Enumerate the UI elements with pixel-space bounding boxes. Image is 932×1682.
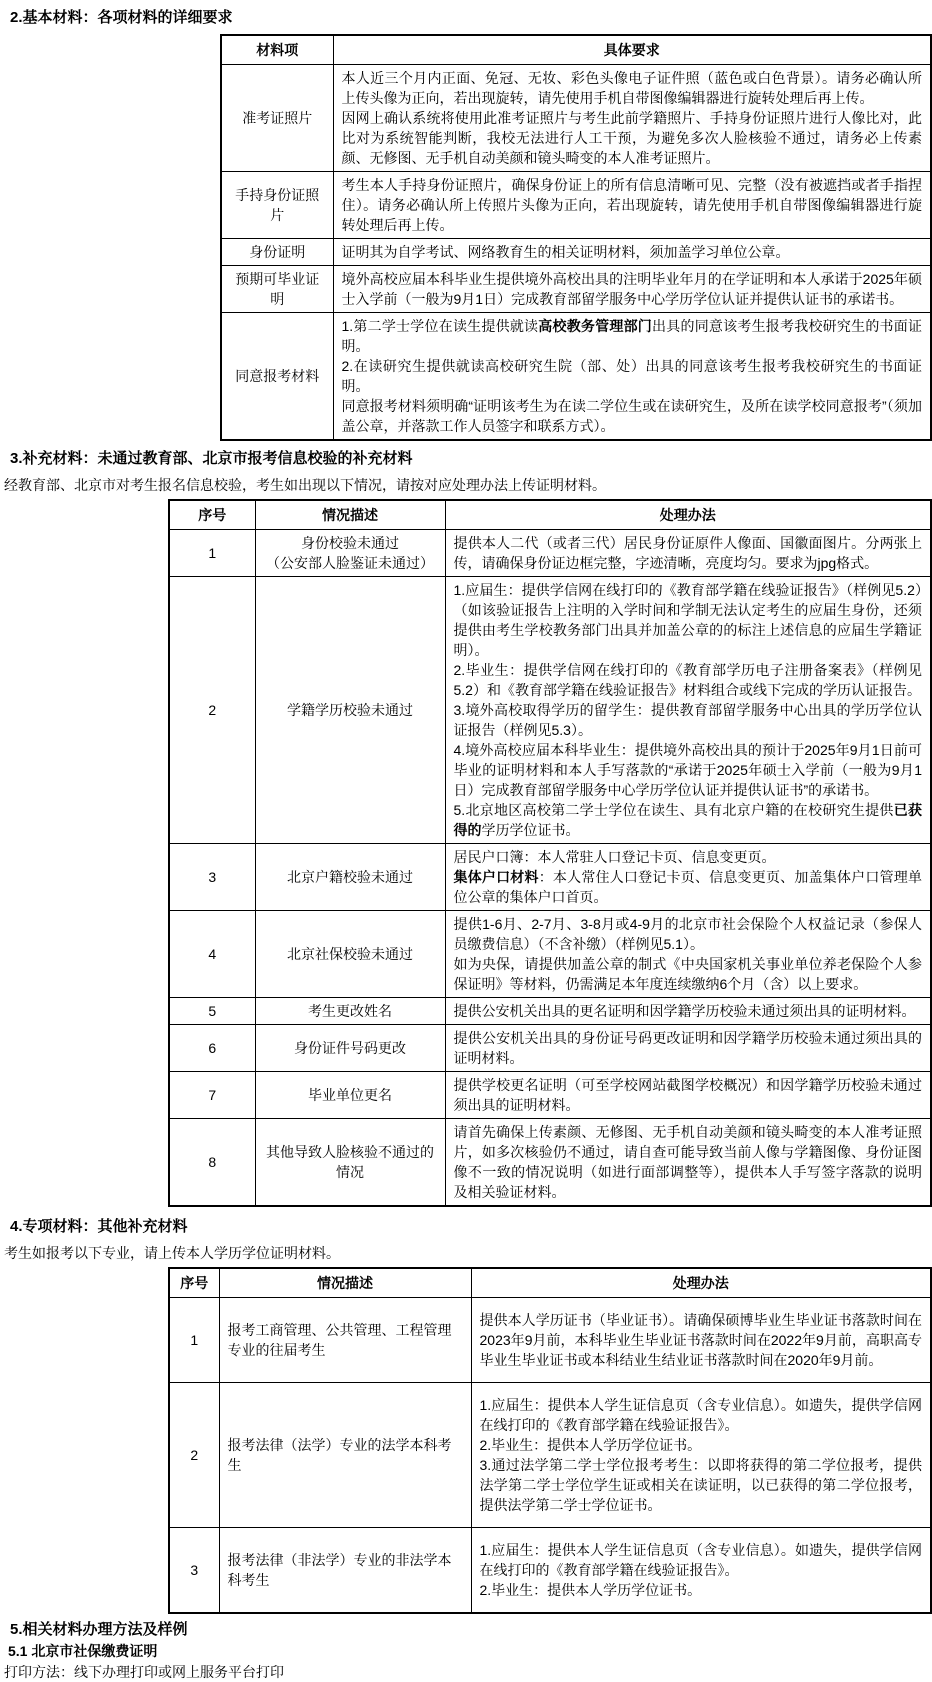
table-row [169, 1383, 931, 1528]
handling-method: 提供公安机关出具的身份证号码更改证明和因学籍学历校验未通过须出具的证明材料。 [445, 1025, 931, 1072]
handling-method: 提供本人学历证书（毕业证书）。请确保硕博毕业生毕业证书落款时间在2023年9月前，本科毕业生毕业证书落款时间在2022年9月前，高职高专毕业生毕业证书或本科结业生结业证书落款时间在2020年9月前。 [471, 1298, 931, 1383]
serial-number: 4 [169, 911, 255, 998]
material-label: 预期可毕业证明 [221, 266, 333, 313]
column-header-material-item: 材料项 [221, 35, 333, 65]
column-header-serial: 序号 [169, 500, 255, 530]
column-header-situation: 情况描述 [255, 500, 445, 530]
section2-title: 2.基本材料：各项材料的详细要求 [10, 9, 233, 26]
serial-number: 3 [169, 844, 255, 911]
table-row [169, 1119, 931, 1207]
column-header-handling: 处理办法 [445, 500, 931, 530]
material-label: 身份证明 [221, 239, 333, 266]
table-row [169, 1528, 931, 1614]
table-row [169, 911, 931, 998]
serial-number: 6 [169, 1025, 255, 1072]
column-header-serial: 序号 [169, 1268, 219, 1298]
situation-desc: 报考法律（非法学）专业的非法学本科考生 [219, 1528, 471, 1614]
supplementary-materials-table [168, 499, 932, 1207]
column-header-requirements: 具体要求 [333, 35, 931, 65]
table-row [169, 577, 931, 844]
serial-number: 8 [169, 1119, 255, 1207]
table-row [221, 239, 931, 266]
special-materials-table [168, 1267, 932, 1614]
handling-method: 1.应届生：提供学信网在线打印的《教育部学籍在线验证报告》（样例见5.2）（如该验证报告上注明的入学时间和学制无法认定考生的应届生身份，还须提供由考生学校教务部门出具并加盖公章的的标注上述信息的应届生学籍证明）。 2.毕业生：提供学信网在线打印的《教育部学历电子注册备案表》（样例见5.2）和《教育部学籍在线验证报告》材料组合或线下完成的学历认证报告。 3.境外高校取得学历的留学生：提供教育部留学服务中心出具的学历学位认证报告（样例见5.3）。 4.境外高校应届本科毕业生：提供境外高校出具的预计于2025年9月1日前可毕业的证明材料和本人手写落款的“承诺于2025年硕士入学前（一般为9月1日）完成教育部留学服务中心学历学位认证并提供认证书”的承诺书。 5.北京地区高校第二学士学位在读生、具有北京户籍的在校研究生提供已获得的学历学位证书。 [445, 577, 931, 844]
material-requirement: 本人近三个月内正面、免冠、无妆、彩色头像电子证件照（蓝色或白色背景）。请务必确认所上传头像为正向，若出现旋转，请先使用手机自带图像编辑器进行旋转处理后再上传。 因网上确认系统将使用此准考证照片与考生此前学籍照片、手持身份证照片进行人像比对，此比对为系统智能判断，我校无法进行人工干预，为避免多次人脸核验不通过，请务必上传素颜、无修图、无手机自动美颜和镜头畸变的本人准考证照片。 [333, 65, 931, 172]
table-row [169, 1072, 931, 1119]
material-requirement: 证明其为自学考试、网络教育生的相关证明材料，须加盖学习单位公章。 [333, 239, 931, 266]
material-label: 准考证照片 [221, 65, 333, 172]
handling-method: 提供公安机关出具的更名证明和因学籍学历校验未通过须出具的证明材料。 [445, 998, 931, 1025]
print-method-line: 打印方法：线下办理打印或网上服务平台打印 [4, 1664, 284, 1680]
table-row [169, 1298, 931, 1383]
situation-desc: 北京社保校验未通过 [255, 911, 445, 998]
handling-method: 提供1-6月、2-7月、3-8月或4-9月的北京市社会保险个人权益记录（参保人员缴费信息）（不含补缴）（样例见5.1）。 如为央保，请提供加盖公章的制式《中央国家机关事业单位养老保险个人参保证明》等材料，仍需满足本年度连续缴纳6个月（含）以上要求。 [445, 911, 931, 998]
handling-method: 1.应届生：提供本人学生证信息页（含专业信息）。如遗失，提供学信网在线打印的《教育部学籍在线验证报告》。 2.毕业生：提供本人学历学位证书。 3.通过法学第二学士学位报考考生：以即将获得的第二学位报考，提供法学第二学士学位学生证或相关在读证明，以已获得的第二学位报考，提供法学第二学士学位证书。 [471, 1383, 931, 1528]
material-label: 手持身份证照片 [221, 172, 333, 239]
section3-intro: 经教育部、北京市对考生报名信息校验，考生如出现以下情况，请按对应处理办法上传证明材料。 [4, 477, 606, 493]
basic-materials-table [220, 34, 932, 441]
serial-number: 1 [169, 530, 255, 577]
situation-desc: 报考工商管理、公共管理、工程管理专业的往届考生 [219, 1298, 471, 1383]
table-row [221, 313, 931, 441]
handling-method: 请首先确保上传素颜、无修图、无手机自动美颜和镜头畸变的本人准考证照片，如多次核验仍不通过，请自查可能导致当前人像与学籍图像、身份证图像不一致的情况说明（如进行面部调整等），提供本人手写签字落款的说明及相关验证材料。 [445, 1119, 931, 1207]
section4-intro: 考生如报考以下专业，请上传本人学历学位证明材料。 [4, 1245, 340, 1261]
table-row [169, 1025, 931, 1072]
table-header-row [221, 35, 931, 65]
table-row [169, 998, 931, 1025]
table-header-row [169, 500, 931, 530]
situation-desc: 身份证件号码更改 [255, 1025, 445, 1072]
section3-title: 3.补充材料：未通过教育部、北京市报考信息校验的补充材料 [10, 450, 413, 467]
material-label: 同意报考材料 [221, 313, 333, 441]
column-header-situation: 情况描述 [219, 1268, 471, 1298]
serial-number: 7 [169, 1072, 255, 1119]
section5-1-subtitle: 5.1 北京市社保缴费证明 [8, 1643, 158, 1659]
handling-method: 提供学校更名证明（可至学校网站截图学校概况）和因学籍学历校验未通过须出具的证明材料。 [445, 1072, 931, 1119]
table-row [169, 530, 931, 577]
situation-desc: 学籍学历校验未通过 [255, 577, 445, 844]
situation-desc: 北京户籍校验未通过 [255, 844, 445, 911]
handling-method: 居民户口簿：本人常驻人口登记卡页、信息变更页。 集体户口材料：本人常住人口登记卡页、信息变更页、加盖集体户口管理单位公章的集体户口首页。 [445, 844, 931, 911]
column-header-handling: 处理办法 [471, 1268, 931, 1298]
serial-number: 5 [169, 998, 255, 1025]
handling-method: 1.应届生：提供本人学生证信息页（含专业信息）。如遗失，提供学信网在线打印的《教育部学籍在线验证报告》。 2.毕业生：提供本人学历学位证书。 [471, 1528, 931, 1614]
serial-number: 1 [169, 1298, 219, 1383]
table-row [221, 172, 931, 239]
situation-desc: 身份校验未通过 （公安部人脸鉴证未通过） [255, 530, 445, 577]
material-requirement: 1.第二学士学位在读生提供就读高校教务管理部门出具的同意该考生报考我校研究生的书面证明。 2.在读研究生提供就读高校研究生院（部、处）出具的同意该考生报考我校研究生的书面证明。 同意报考材料须明确“证明该考生为在读二学位生或在读研究生，及所在读学校同意报考”（须加盖公章，并落款工作人员签字和联系方式）。 [333, 313, 931, 441]
section4-title: 4.专项材料：其他补充材料 [10, 1218, 188, 1235]
situation-desc: 毕业单位更名 [255, 1072, 445, 1119]
section5-title: 5.相关材料办理方法及样例 [10, 1621, 188, 1638]
material-requirement: 考生本人手持身份证照片，确保身份证上的所有信息清晰可见、完整（没有被遮挡或者手指捏住）。请务必确认所上传照片头像为正向，若出现旋转，请先使用手机自带图像编辑器进行旋转处理后再上传。 [333, 172, 931, 239]
situation-desc: 其他导致人脸核验不通过的情况 [255, 1119, 445, 1207]
serial-number: 2 [169, 1383, 219, 1528]
situation-desc: 报考法律（法学）专业的法学本科考生 [219, 1383, 471, 1528]
table-header-row [169, 1268, 931, 1298]
table-row [221, 65, 931, 172]
situation-desc: 考生更改姓名 [255, 998, 445, 1025]
serial-number: 3 [169, 1528, 219, 1614]
serial-number: 2 [169, 577, 255, 844]
table-row [221, 266, 931, 313]
table-row [169, 844, 931, 911]
handling-method: 提供本人二代（或者三代）居民身份证原件人像面、国徽面图片。分两张上传，请确保身份证边框完整，字迹清晰，亮度均匀。要求为jpg格式。 [445, 530, 931, 577]
material-requirement: 境外高校应届本科毕业生提供境外高校出具的注明毕业年月的在学证明和本人承诺于2025年硕士入学前（一般为9月1日）完成教育部留学服务中心学历学位认证并提供认证书的承诺书。 [333, 266, 931, 313]
